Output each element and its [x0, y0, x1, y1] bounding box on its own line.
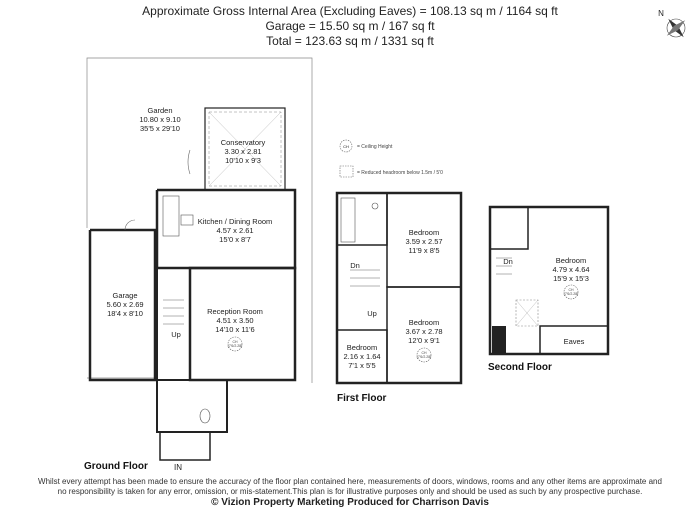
total-area: Total = 123.63 sq m / 1331 sq ft [266, 34, 434, 48]
first-bedroom-b-name: Bedroom [408, 318, 440, 327]
kitchen-name: Kitchen / Dining Room [197, 217, 273, 226]
second-bedroom-ceiling-height: (7'6/2.28) [563, 292, 579, 296]
second-floor-plan [490, 207, 608, 354]
first-bedroom-c-imperial: 7'1 x 5'5 [348, 361, 376, 370]
eaves-label: Eaves [563, 337, 585, 346]
first-bedroom-b-ch-symbol: CH [421, 351, 427, 355]
first-bedroom-a-metric: 3.59 x 2.57 [405, 237, 443, 246]
ground-floor-plan [87, 58, 312, 460]
first-bedroom-c-metric: 2.16 x 1.64 [343, 352, 381, 361]
garden-metric: 10.80 x 9.10 [139, 115, 181, 124]
compass-north-label: N [658, 9, 664, 18]
reception-imperial: 14'10 x 11'6 [215, 325, 255, 334]
first-stairs-up-label: Up [367, 309, 377, 318]
first-bedroom-a-name: Bedroom [408, 228, 440, 237]
ground-floor-label: Ground Floor [84, 461, 148, 472]
garden-imperial: 35'5 x 29'10 [140, 124, 180, 133]
first-bedroom-b-imperial: 12'0 x 9'1 [408, 336, 440, 345]
reduced-headroom-symbol-icon [340, 166, 353, 177]
area-heading: Approximate Gross Internal Area (Excluding Eaves) = 108.13 sq m / 1164 sq ft [142, 4, 558, 18]
ground-stairs-up-label: Up [171, 330, 181, 339]
first-bedroom-b-ceiling-height: (7'6/2.28) [416, 355, 432, 359]
second-bedroom-imperial: 15'9 x 15'3 [553, 274, 589, 283]
first-floor-label: First Floor [337, 393, 387, 404]
legend [340, 140, 443, 177]
garage-imperial: 18'4 x 8'10 [107, 309, 143, 318]
kitchen-imperial: 15'0 x 8'7 [219, 235, 251, 244]
disclaimer-line-1: Whilst every attempt has been made to ensure the accuracy of the floor plan contained here, measurements of doors, windows, rooms and any other items are approximate and [38, 477, 662, 486]
garage-name: Garage [112, 291, 138, 300]
compass-icon [665, 17, 687, 39]
legend-ch-symbol: CH [343, 144, 349, 149]
second-floor-label: Second Floor [488, 362, 552, 373]
reception-metric: 4.51 x 3.50 [216, 316, 254, 325]
garage-metric: 5.60 x 2.69 [106, 300, 144, 309]
conservatory-imperial: 10'10 x 9'3 [225, 156, 261, 165]
reception-ch-symbol: CH [232, 340, 238, 344]
first-bedroom-b-metric: 3.67 x 2.78 [405, 327, 443, 336]
conservatory-name: Conservatory [220, 138, 266, 147]
kitchen-metric: 4.57 x 2.61 [216, 226, 254, 235]
reception-ceiling-height: (7'6/2.28) [227, 344, 243, 348]
second-bedroom-name: Bedroom [555, 256, 587, 265]
first-bedroom-a-imperial: 11'9 x 8'5 [408, 246, 440, 255]
reception-name: Reception Room [207, 307, 263, 316]
garage-area: Garage = 15.50 sq m / 167 sq ft [265, 19, 435, 33]
second-stairs-down-label: Dn [503, 257, 513, 266]
legend-ceiling-height: = Ceiling Height [357, 144, 393, 150]
credit-line: © Vizion Property Marketing Produced for Charrison Davis [211, 497, 489, 508]
first-bedroom-c-name: Bedroom [346, 343, 378, 352]
entrance-label: IN [174, 463, 182, 472]
disclaimer-line-2: no responsibility is taken for any error, omission, or mis-statement.This plan is for illustrative purposes only and should be used as such by any prospective purchase. [57, 487, 643, 496]
first-stairs-down-label: Dn [350, 261, 360, 270]
conservatory-metric: 3.30 x 2.81 [224, 147, 262, 156]
second-bedroom-metric: 4.79 x 4.64 [552, 265, 590, 274]
legend-reduced-headroom: = Reduced headroom below 1.5m / 5'0 [357, 170, 443, 176]
second-bedroom-ch-symbol: CH [568, 288, 574, 292]
garden-name: Garden [147, 106, 173, 115]
